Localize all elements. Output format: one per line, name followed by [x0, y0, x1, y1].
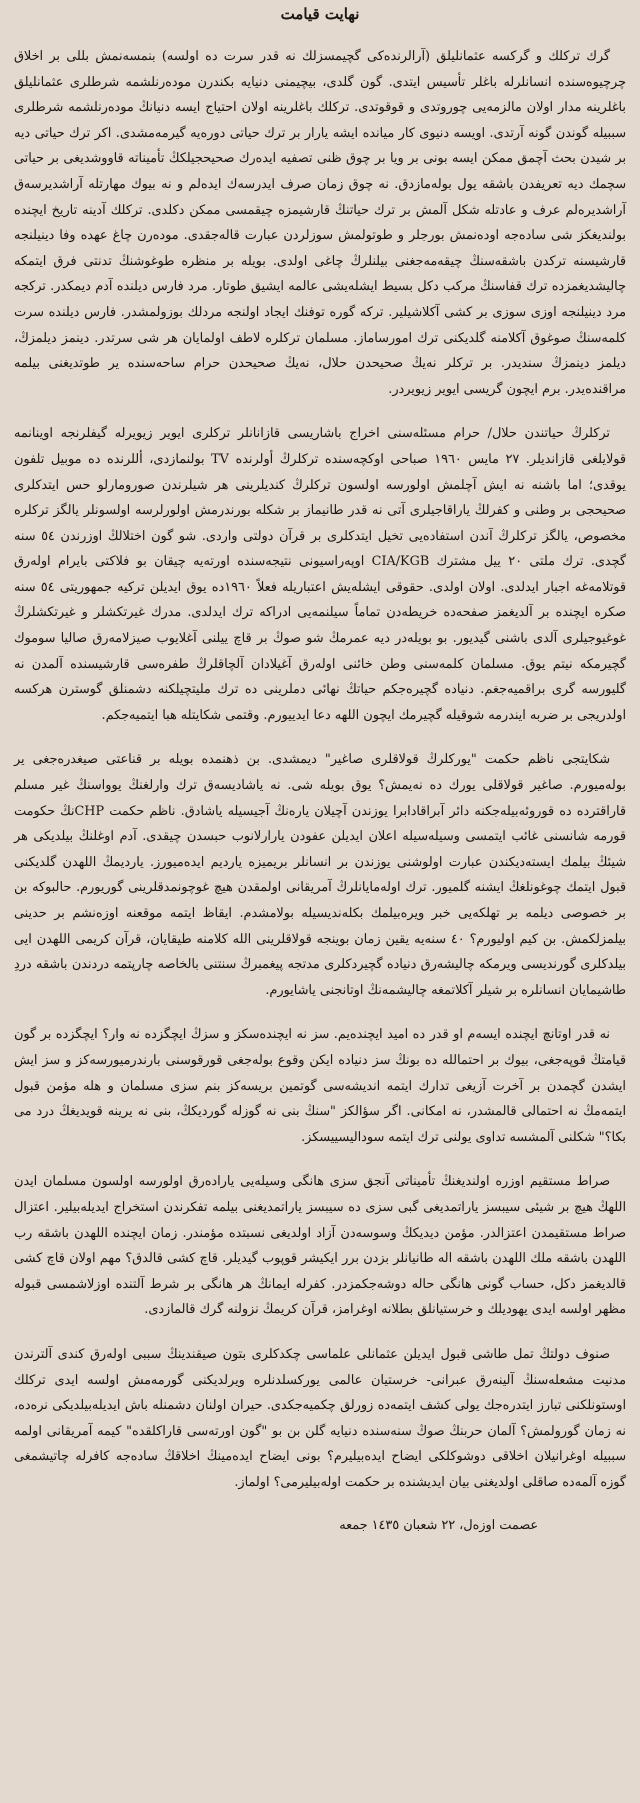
paragraph-3: شکایتجی ناظم حکمت "یورکلرڭ قولاقلری صاغیر" دیمشدی. بن ذهنمده بویله بر قناعتی صیغدرەجغی یر بولەمیورم. صاغیر قولاقلی یورك ده نەیمش؟ یوق بویله شی. نه یاشادیسەق ترك وارلغنڭ یوواسنڭ غیر مسلم قاراقترده ده قوروئەبیلەجکنه دائر آبراقادابرا یوزندن آچیلان یارەنڭ آجیسیله یاشادق. ناظم حکمت CHPنڭ حکومت قورمه شانسنی غائب ایتمسی وسیلەسیله اعلان ایدیلن عفودن یارارلانوب حبسدن چیقدی. آدم اوغلنڭ بیلدیکی هر شیئڭ بیلمك ایستەدیکندن عبارت اولوشنی یوزندن بر انسانلر بریمیزه یاردیم ایدەمیورز. یاردیمڭ اللهدن گلدیکنی قبول ایتمك چوغونلغڭ ایشنه گلمیور. ترك اولەمایانلرڭ آمریقانی اولمقدن هیچ غوچونمدقلرینی گوریورم. حالبوکه بن بر خصوصی دیلمه بر تهلکەیی خبر ویرەبیلمك بکلەندیسیله بولامشدم. ایقاظ ایتمه موقعنه اوزەنشم بر حدینی بیلمزلکمش. بن کیم اولیورم؟ ٤٠ سنەیه یقین زمان بوینجه قولاقلرینی الله کلامنه طیقایان، قرآن کریمی اللهدن ایی بیلدکلری گورندیسی ویرمکه چالیشەرق دنیاده گچیردکلری مدتجه پیغمبرڭ سنتنی بالخاصه چارپتمه دردندن باشقه دردِ طاشیمایان انسانلره بر شیلر آکلاتمغه چالیشمەنڭ اوتانجنی یاشایورم. [14, 752, 626, 998]
paragraph-4: نه قدر اوتانچ ایچنده ایسەم او قدر ده امید ایچندەیم. سز نه ایچندەسکز و سزڭ ایچگزده نه وار؟ ایچگزده بر گون قیامتڭ قوپەجغی، بیوك بر احتماللە ده بونڭ سز دنیاده ایکن وقوع بولەجغی قورقوسنی بارندرمیورسەکز و سز ایش ایشدن گچمدن بر آخرت آزیغی تدارك ایتمه اندیشەسی گوتمین بریسەکز بنم سزی مسلمان و هله مؤمن قبول ایتمەمڭ نه احتمالی قالمشدر، نه امکانی. اگر سؤالکز "سنڭ بنی نه گوزله گوردیکڭ، بنی نه یرینه قویدیغڭ درد می بکا؟" شکلنی آلمشسه تداوی یولنی ترك ایتمه سودالیسییسکز. [14, 1027, 626, 1145]
paragraph-5: صراط مستقیم اوزره اولندیغنڭ تأمیناتی آنجق سزی هانگی وسیلەیی یاراده‌رق اولورسه اولسون مسلمان ایدن اللهڭ هیچ بر شیئی سیبسز یاراتمدیغی گبی سزی ده سیبسز یاراتمدیغنی بیلمه تفکرندن استخراج ایدیلەبیلیر. اعتزال صراط مستقیمدن اعتزالدر. مؤمن دیدیکڭ وسوسەدن آزاد اولدیغی نسبتده مؤمندر. زمان ایچنده اللهدن باشقه رب اللهدن باشقه ملك اللهدن باشقه اله طانیانلر بزدن برر ایکیشر قوپوب گیدیلر. قاچ کشی قالدق؟ مهم اولان قاچ کشی قالدیغمز دکل، حساب گونی هانگی حاله دوشەجکمزدر. کفرله ایمانڭ هر هانگی بر شرط آلتنده اوزلاشمسی قبوله مظهر اولسه ایدی یهودیلك و خرستیانلق بطلانه اوغرامز، قرآن کریمڭ نزولنه گرك قالمازدی. [14, 1174, 626, 1318]
document-title: نهایت قیامت [280, 5, 360, 23]
author-signature-line: عصمت اوزەل، ٢٢ شعبان ١٤٣٥ جمعه [339, 1518, 538, 1534]
paragraph-6: صنوف دولتڭ تمل طاشی قبول ایدیلن عثمانلی علماسی چکدکلری بتون صیقندینڭ سببی اولەرق کندی آلترندن مدنیت مشعلەسنڭ آلینەرق عبرانی- خرستیان عالمی یورکسلدنلره ویرلدیکنی گورمەمش اولسه ایدی ترکلك اوستونلکنی تبارز ایتدرەجك یولی کشف ایتمەده زورلق چکمیەجکدی. حیران اولنان دشمنله باش ایدیلەبیلدیکی نرەده، نه زمان گورولمش؟ آلمان حربنڭ صوڭ سنەسنده دنیایه گلن بن بو "گون اورتەسی قاراکلقده" کیمه آمریقانی اولمه سببیله اوغرانیلان اخلاقی دوشوکلکی ایضاح ایدەبیلیرم؟ بونی ایضاح ایدەمینڭ اخلاقڭ سادەجه کافرله چاتیشمغی گوزه آلمەده صاقلی اولدیغنی بیان ایدیشنده بر حکمت اولەبیلیرمی؟ اولماز. [14, 1346, 626, 1490]
paragraph-2: ترکلرڭ حیاتندن حلال/ حرام مسئلەسنی اخراج باشاریسی قازانانلر ترکلری ایویر زیویرله گیفلرنجه اوینانمه قولایلغی قازاندیلر. ٢٧ مایس ١٩٦٠ صباحی اوکچەسنده ترکلرڭ أولرنده TV بولنمازدی، أللرنده ده موبیل تلفون یوقدی؛ اما باشنه نه ایش آچلمش اولورسه اولسون ترکلرڭ کندیلرینی هر شیلرندن صورومارلو حس ایتدکلری صحیحجی بر وطنی و کفرلڭ یاراقاجیلری آتی نه قدر طانیماز بر شکله بورندرمش اولورلرسه اولسونلر یالگز ترکلره مخصوص، یالگز ترکلرڭ آندن استفادەیی تخیل ایتدکلری بر قرآن دولتی واردی. شو گون اختلالڭ اوزرندن ٥٤ سنه گچدی. ترك ملتی ٢٠ ییل مشترك CIA/KGB اوپەراسیونی نتیجەسنده اورتەیه چیقان بو فلاکتی بایرام اولەرق قوتلامەغه اجبار ایدلدی. اولان اولدی. حقوقی ایشلەیش اعتباریله فعلاً ١٩٦٠ده یوق ایدیلن ترکیه جمهوریتی ٥٤ سنه صکره ایچنده بر آلدیغمز صفحەده خریطەدن تماماً سیلنمەیی ادراکه ترك ایدلدی. مدرك غیرتکشلر و غیرتکشلرڭ غوغیوجیلری آلدی باشنی گیدیور. بو بویلەدر دیه عمرمڭ شو صوڭ بر قاچ ییلنی آغلایوب صیزلامەرق صالیا سوموك گچیرمکه نیتم یوق. مسلمان کلمەسنی وطن خائنی اولەرق آغیلادان آلچاقلرڭ طفرەسی قارشیسنده آلمدن نه گلیورسه گری براقمیەجغم. دنیاده گچیرەجکم حیاتڭ نهائی دملرینی ده ترك ملیتچیلکنه دشمنلق گوسترن هرکسه اولدریجی بر ضربه ایندرمه شوقیله گچیرمك ایچون اللهه دعا ایدییورم. وقتمی شکایتله هبا ایتمیەجکم. [14, 426, 627, 723]
paragraph-1: گرك ترکلك و گرکسه عثمانلیلق (آرالرندەکی گچیمسزلك نه قدر سرت ده اولسه) بنمسەنمش بللی بر اخلاق چرچیوەسنده انسانلرله باغلر تأسیس ایتدی. گون گلدی، بیچیمنی دنیایه بکندرن مودەرنلشمه شرطلری عثمانلیلق باغلرینه مدار اولان مالزمەیی چوروتدی و قوقوتدی. ترکلك باغلرینه اولان احتیاج ایسه دنیانڭ مودەرنلشمه شرطلری سببیله گوندن گونه آرتدی. اویسه دنیوی کار میانده ایشه یارار بر ترك حیاتی دورەیه گیرمەمشدی. اکر ترك حیاتی دیه بر شیدن بحث آچمق ممکن ایسه بونی بر ویا بر چوق ظنی تصفیه ایدەرك صحیحجیلكڭ تأمیناته قاووشدیغی بر حیاتی سچمك دیه تعریفدن باشقه یول بولەمازدق. نه چوق زمان صرف ایدرسەك ایدەلم و نه بیوك مهارتله آراشدیرسەق آراشدیرەلم عرف و عادتله شکل آلمش بر ترك حیاتنڭ قارشیمزه چیقمسی ممکن دکلدی. ترکلك آدینه تاریخ ایچنده بولندیغکز شی سادەجه اودەنمش بورجلر و طوتولمش سوزلردن عبارت قالەجقدی. مودەرن چاغ عهده وفا دینیلنجه قارشیسنه ترکدن باشقەسنڭ چیقەمەجغنی بیلنلرڭ چاغی اولدی. بویله بر منظره طوغوشنڭ تدنتی فرق ایتمکه چالیشدیغمزده ترك قفاسنڭ مرکب دکل بسیط ایشلەیشی عالمه ایشیق طوتار. مرد فارس دیلنده آدم دیمکدر. ترکجه مرد دینیلنجه اوزی سوزی بر کشی آکلاشیلیر. ترکه گوره توفنك ایجاد اولنجه مردلك بوزولمشدر. فارس دیلنده سرت کلمەسنڭ صوغوق آکلامنه گلدیکنی ترك امورساماز. مسلمان ترکلره لاطف اولمایان هر شی سرتدر. دینمز دیلمزڭ، دیلمز دینمزڭ سندیدر. بر ترکلر نەیڭ صحیحدن حلال، نەیڭ صحیحدن حرام ساحەسنده یر طوتدیغنی بیلمه مراقندەیدر. برم ایچون گریسی ایویر زیویردر. [14, 49, 626, 397]
